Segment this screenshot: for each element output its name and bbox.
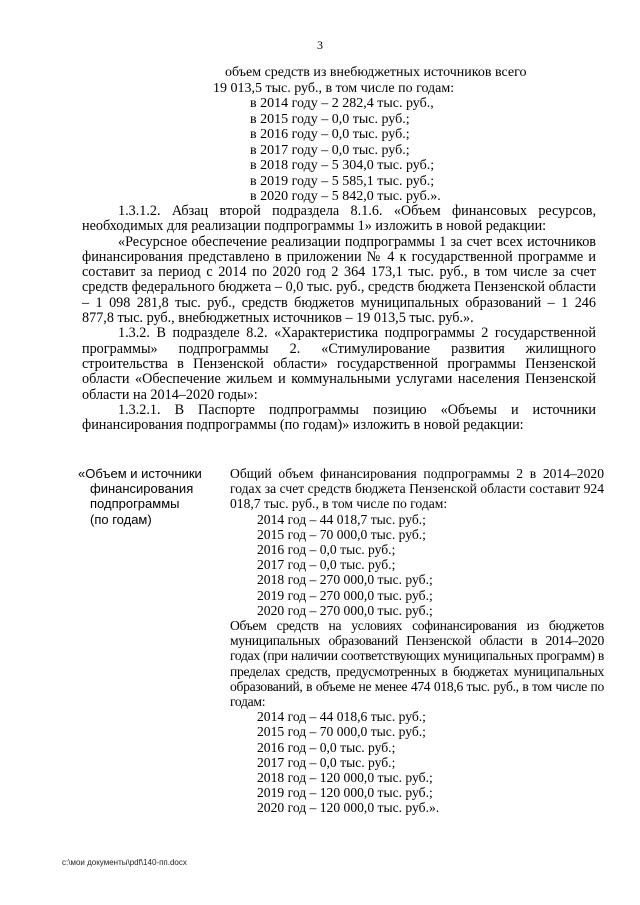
top-funding-block: [213, 65, 593, 205]
year-line: 2019 год – 270 000,0 тыс. руб.;: [257, 587, 433, 603]
top-year-line: в 2018 году – 5 304,0 тыс. руб.;: [250, 158, 435, 173]
paragraph-1-3-2: 1.3.2. В подразделе 8.2. «Характеристика подпрограммы 2 государственной программы» подпрограммы 2. «Стимулирование развития жилищного строительства в Пензенской области» государственной программы Пензенской области «Обеспечение жильем и коммунальными услугами населения Пензенской области на 2014–2020 годы»:: [82, 325, 596, 403]
year-line: 2014 год – 44 018,7 тыс. руб.;: [257, 511, 426, 527]
right-cell-cofinancing: Объем средств на условиях софинансирования из бюджетов муниципальных образований Пензенской области в 2014–2020 годах (при наличии соответствующих муниципальных программ) в пределах средств, предусмотренных в бюджетах муниципальных образований, в объеме не менее 474 018,6 тыс. руб., в том числе по годам:: [230, 618, 604, 710]
top-block-line-2: 19 013,5 тыс. руб., в том числе по годам:: [213, 80, 455, 96]
year-line: 2016 год – 0,0 тыс. руб.;: [257, 739, 396, 755]
top-block-line-1: объем средств из внебюджетных источников всего: [225, 65, 527, 80]
top-year-line: в 2020 году – 5 842,0 тыс. руб.».: [250, 189, 441, 204]
left-cell-line: (по годам): [90, 511, 152, 527]
table-left-cell: [78, 466, 218, 527]
main-text: [82, 204, 596, 433]
top-year-line: в 2014 году – 2 282,4 тыс. руб.,: [250, 96, 434, 111]
file-path-footer: c:\мои документы\pdf\140-пп.docx: [62, 858, 187, 867]
year-line: 2019 год – 120 000,0 тыс. руб.;: [257, 785, 433, 801]
year-line: 2017 год – 0,0 тыс. руб.;: [257, 557, 396, 573]
top-year-line: в 2019 году – 5 585,1 тыс. руб.;: [250, 173, 435, 189]
right-cell-intro: Общий объем финансирования подпрограммы 2 в 2014–2020 годах за счет средств бюджета Пензенской области составит 924 018,7 тыс. руб., в том числе по годам:: [230, 466, 604, 512]
left-cell-line: финансирования: [90, 481, 194, 497]
year-line: 2016 год – 0,0 тыс. руб.;: [257, 542, 396, 558]
year-line: 2017 год – 0,0 тыс. руб.;: [257, 754, 396, 770]
year-line: 2020 год – 120 000,0 тыс. руб.».: [257, 800, 440, 816]
top-year-line: в 2017 году – 0,0 тыс. руб.;: [250, 142, 410, 158]
year-line: 2015 год – 70 000,0 тыс. руб.;: [257, 526, 426, 542]
year-line: 2015 год – 70 000,0 тыс. руб.;: [257, 724, 426, 740]
table-right-cell: [230, 466, 604, 816]
paragraph-1-3-1-2: 1.3.1.2. Абзац второй подраздела 8.1.6. «Объем финансовых ресурсов, необходимых для реализации подпрограммы 1» изложить в новой редакции:: [82, 203, 596, 235]
paragraph-resource-provision: «Ресурсное обеспечение реализации подпрограммы 1 за счет всех источников финансирования представлено в приложении № 4 к государственной программе и составит за период с 2014 по 2020 год 2 364 173,1 тыс. руб., в том числе за счет средств федерального бюджета – 0,0 тыс. руб., средств бюджета Пензенской области – 1 098 281,8 тыс. руб., средств бюджетов муниципальных образований – 1 246 877,8 тыс. руб., внебюджетных источников – 19 013,5 тыс. руб.».: [82, 233, 596, 327]
left-cell-line: «Объем и источники: [78, 466, 202, 481]
top-year-line: в 2015 году – 0,0 тыс. руб.;: [250, 111, 410, 127]
top-year-line: в 2016 году – 0,0 тыс. руб.;: [250, 127, 410, 142]
paragraph-1-3-2-1: 1.3.2.1. В Паспорте подпрограммы позицию «Объемы и источники финансирования подпрограммы (по годам)» изложить в новой редакции:: [82, 401, 596, 434]
year-line: 2018 год – 120 000,0 тыс. руб.;: [257, 770, 433, 786]
left-cell-line: подпрограммы: [90, 496, 180, 512]
year-line: 2018 год – 270 000,0 тыс. руб.;: [257, 572, 433, 588]
year-line: 2020 год – 270 000,0 тыс. руб.;: [257, 602, 433, 618]
page-number: 3: [317, 38, 323, 52]
year-line: 2014 год – 44 018,6 тыс. руб.;: [257, 709, 426, 725]
